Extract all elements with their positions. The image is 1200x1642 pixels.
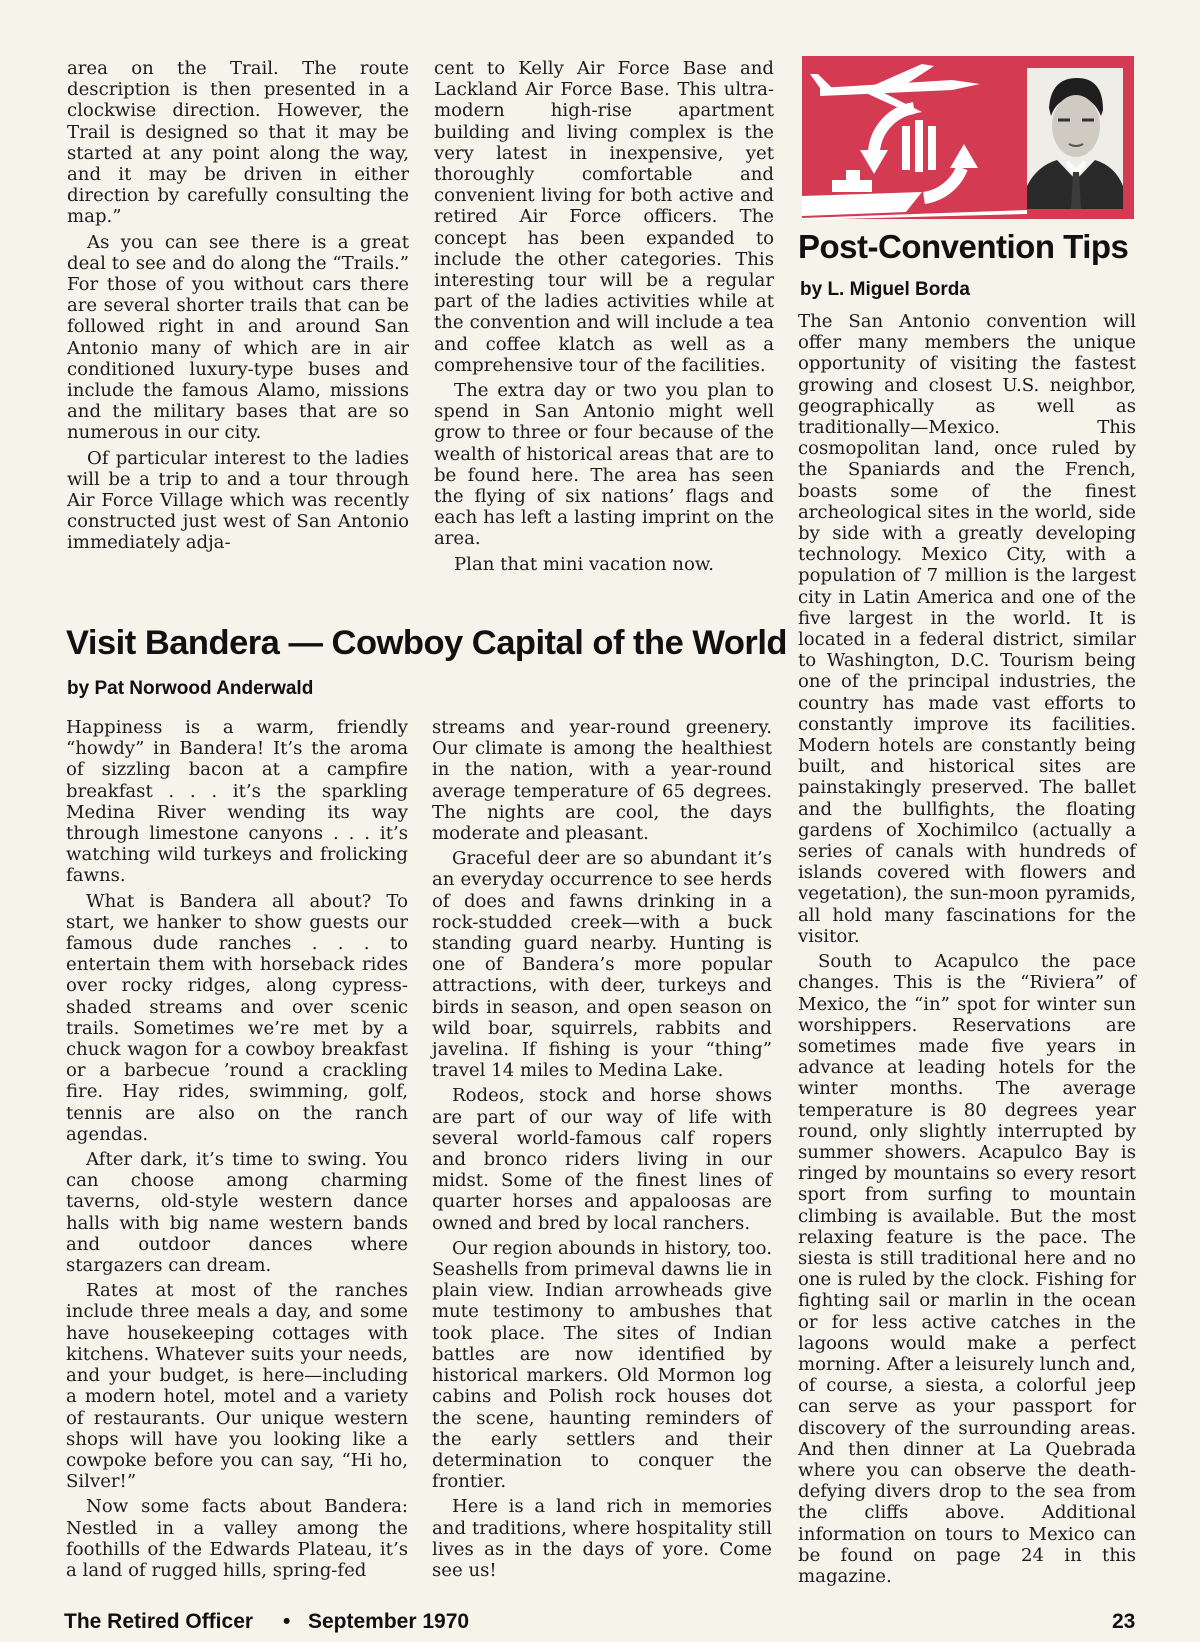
page-number: 23 bbox=[1112, 1610, 1136, 1633]
paragraph: Now some facts about Bandera: Nestled in a valley among the foothills of the Edwards Plateau, it’s a land of rugged hills, spring-fed bbox=[66, 1496, 408, 1581]
footer-issue-date: September 1970 bbox=[308, 1610, 470, 1633]
paragraph: Plan that mini vacation now. bbox=[454, 553, 714, 575]
mexico-article-title: Post-Convention Tips bbox=[798, 228, 1129, 265]
airplane-icon bbox=[810, 64, 980, 114]
paragraph: area on the Trail. The route description is then presented in a clockwise direction. However, the Trail is designed so that it may be started at any point along the way, and it may be driven in either direction by carefully consulting the map.” bbox=[67, 58, 409, 228]
paragraph: Here is a land rich in memories and traditions, where hospitality still lives as in the days of yore. Come see us! bbox=[432, 1496, 772, 1581]
paragraph: Happiness is a warm, friendly “howdy” in Bandera! It’s the aroma of sizzling bacon at a campfire breakfast . . . it’s the sparkling Medina River wending its way through limestone canyons . . . it’s watching wild turkeys and frolicking fawns. bbox=[66, 717, 408, 887]
mexico-article-column bbox=[798, 311, 1136, 1587]
paragraph: Our region abounds in history, too. Seashells from primeval dawns lie in plain view. Indian arrowheads give mute testimony to ambushes that took place. The sites of Indian battles are now identified by historical markers. Old Mormon log cabins and Polish rock houses dot the scene, haunting reminders of the early settlers and their determination to conquer the frontier. bbox=[432, 1237, 772, 1493]
top-article-column-1 bbox=[67, 58, 409, 554]
paragraph: After dark, it’s time to swing. You can choose among charming taverns, old-style western dance halls with big name western bands and outdoor dances where stargazers can dream. bbox=[66, 1149, 408, 1277]
top-article-column-2 bbox=[434, 58, 774, 575]
paragraph: Of particular interest to the ladies will be a trip to and a tour through Air Force Village which was recently constructed just west of San Antonio immediately adja- bbox=[67, 447, 409, 554]
bandera-article-column-2 bbox=[432, 717, 772, 1581]
bandera-article-column-1 bbox=[66, 717, 408, 1581]
ship-icon bbox=[802, 170, 1027, 219]
author-photo bbox=[1027, 68, 1123, 209]
footer-publication-name: The Retired Officer bbox=[64, 1610, 254, 1633]
paragraph: Rodeos, stock and horse shows are part of our way of life with several world-famous calf ropers and bronco riders living in our midst. Some of the finest lines of quarter horses and appaloosas are owned and bred by local ranchers. bbox=[432, 1085, 772, 1234]
author-portrait bbox=[1027, 68, 1123, 209]
paragraph: cent to Kelly Air Force Base and Lackland Air Force Base. This ultra-modern high-rise apartment building and living complex is the very latest in inexpensive, yet thoroughly comfortable and convenient living for both active and retired Air Force officers. The concept has been expanded to include the other categories. This interesting tour will be a regular part of the ladies activities while at the convention and will include a tea and coffee klatch as well as a comprehensive tour of the facilities. bbox=[434, 58, 774, 376]
paragraph: Rates at most of the ranches include three meals a day, and some have housekeeping cottages with kitchens. Whatever suits your needs, and your budget, is here—including a modern hotel, motel and a variety of restaurants. Our unique western shops will have you looking like a cowpoke before you can say, “Hi ho, Silver!” bbox=[66, 1280, 408, 1493]
paragraph: As you can see there is a great deal to see and do along the “Trails.” For those of you without cars there are several shorter trails that can be followed right in and around San Antonio many of which are in air conditioned luxury-type buses and include the famous Alamo, missions and the military bases that are so numerous in our city. bbox=[67, 231, 409, 444]
paragraph: The extra day or two you plan to spend in San Antonio might well grow to three or four because of the wealth of historical areas that are to be found here. The area has seen the flying of six nations’ flags and each has left a lasting imprint on the area. bbox=[434, 380, 774, 550]
paragraph: The San Antonio convention will offer many members the unique opportunity of visiting the fastest growing and closest U.S. neighbor, geographically as well as traditionally—Mexico. This cosmopolitan land, once ruled by the Spaniards and the French, boasts some of the finest archeological sites in the world, side by side with a greatly developing technology. Mexico City, with a population of 7 million is the largest city in Latin America and one of the five largest in the world. It is located in a federal district, similar to Washington, D.C. Tourism being one of the principal industries, the country has made vast efforts to constantly improve its facilities. Modern hotels are constantly being built, and historical sites are painstakingly preserved. The ballet and the bullfights, the floating gardens of Xochimilco (actually a series of canals with hundreds of islands covered with flowers and vegetation), the sun-moon pyramids, all hold many fascinations for the visitor. bbox=[798, 311, 1136, 947]
paragraph: South to Acapulco the pace changes. This is the “Riviera” of Mexico, the “in” spot for winter sun worshippers. Reservations are sometimes made five years in advance at leading hotels for the winter months. The average temperature is 80 degrees year round, only slightly interrupted by summer showers. Acapulco Bay is ringed by mountains so every resort sport from surfing to mountain climbing is available. But the most relaxing feature is the pace. The siesta is still traditional here and no one is ruled by the clock. Fishing for fighting sail or marlin in the ocean or for less active catches in the lagoons would make a perfect morning. After a leisurely lunch and, of course, a siesta, a colorful jeep can serve as your passport for discovery of the surrounding areas. And then dinner at La Quebrada where you can observe the death-defying divers drop to the sea from the cliffs above. Additional information on tours to Mexico can be found on page 24 in this magazine. bbox=[798, 951, 1136, 1587]
footer-separator: • bbox=[283, 1610, 291, 1633]
paragraph: What is Bandera all about? To start, we hanker to show guests our famous dude ranches . . . to entertain them with horseback rides over rocky ridges, along cypress-shaded streams and over scenic trails. Sometimes we’re met by a chuck wagon for a cowboy breakfast or a barbecue ’round a crackling fire. Hay rides, swimming, golf, tennis are also on the ranch agendas. bbox=[66, 890, 408, 1145]
paragraph: Graceful deer are so abundant it’s an everyday occurrence to see herds of does and fawns drinking in a rock-studded creek—with a buck standing guard nearby. Hunting is one of Bandera’s more popular attractions, with deer, turkeys and birds in season, and open season on wild boar, squirrels, rabbits and javelina. If fishing is your “thing” travel 14 miles to Medina Lake. bbox=[432, 848, 772, 1082]
paragraph: streams and year-round greenery. Our climate is among the healthiest in the nation, with a year-round average temperature of 65 degrees. The nights are cool, the days moderate and pleasant. bbox=[432, 717, 772, 845]
travel-emblem-illustration bbox=[802, 56, 1134, 219]
pillars-icon bbox=[902, 120, 936, 172]
bandera-article-title: Visit Bandera — Cowboy Capital of the World bbox=[66, 624, 787, 662]
mexico-article-byline: by L. Miguel Borda bbox=[800, 279, 970, 300]
bandera-article-byline: by Pat Norwood Anderwald bbox=[67, 678, 314, 699]
